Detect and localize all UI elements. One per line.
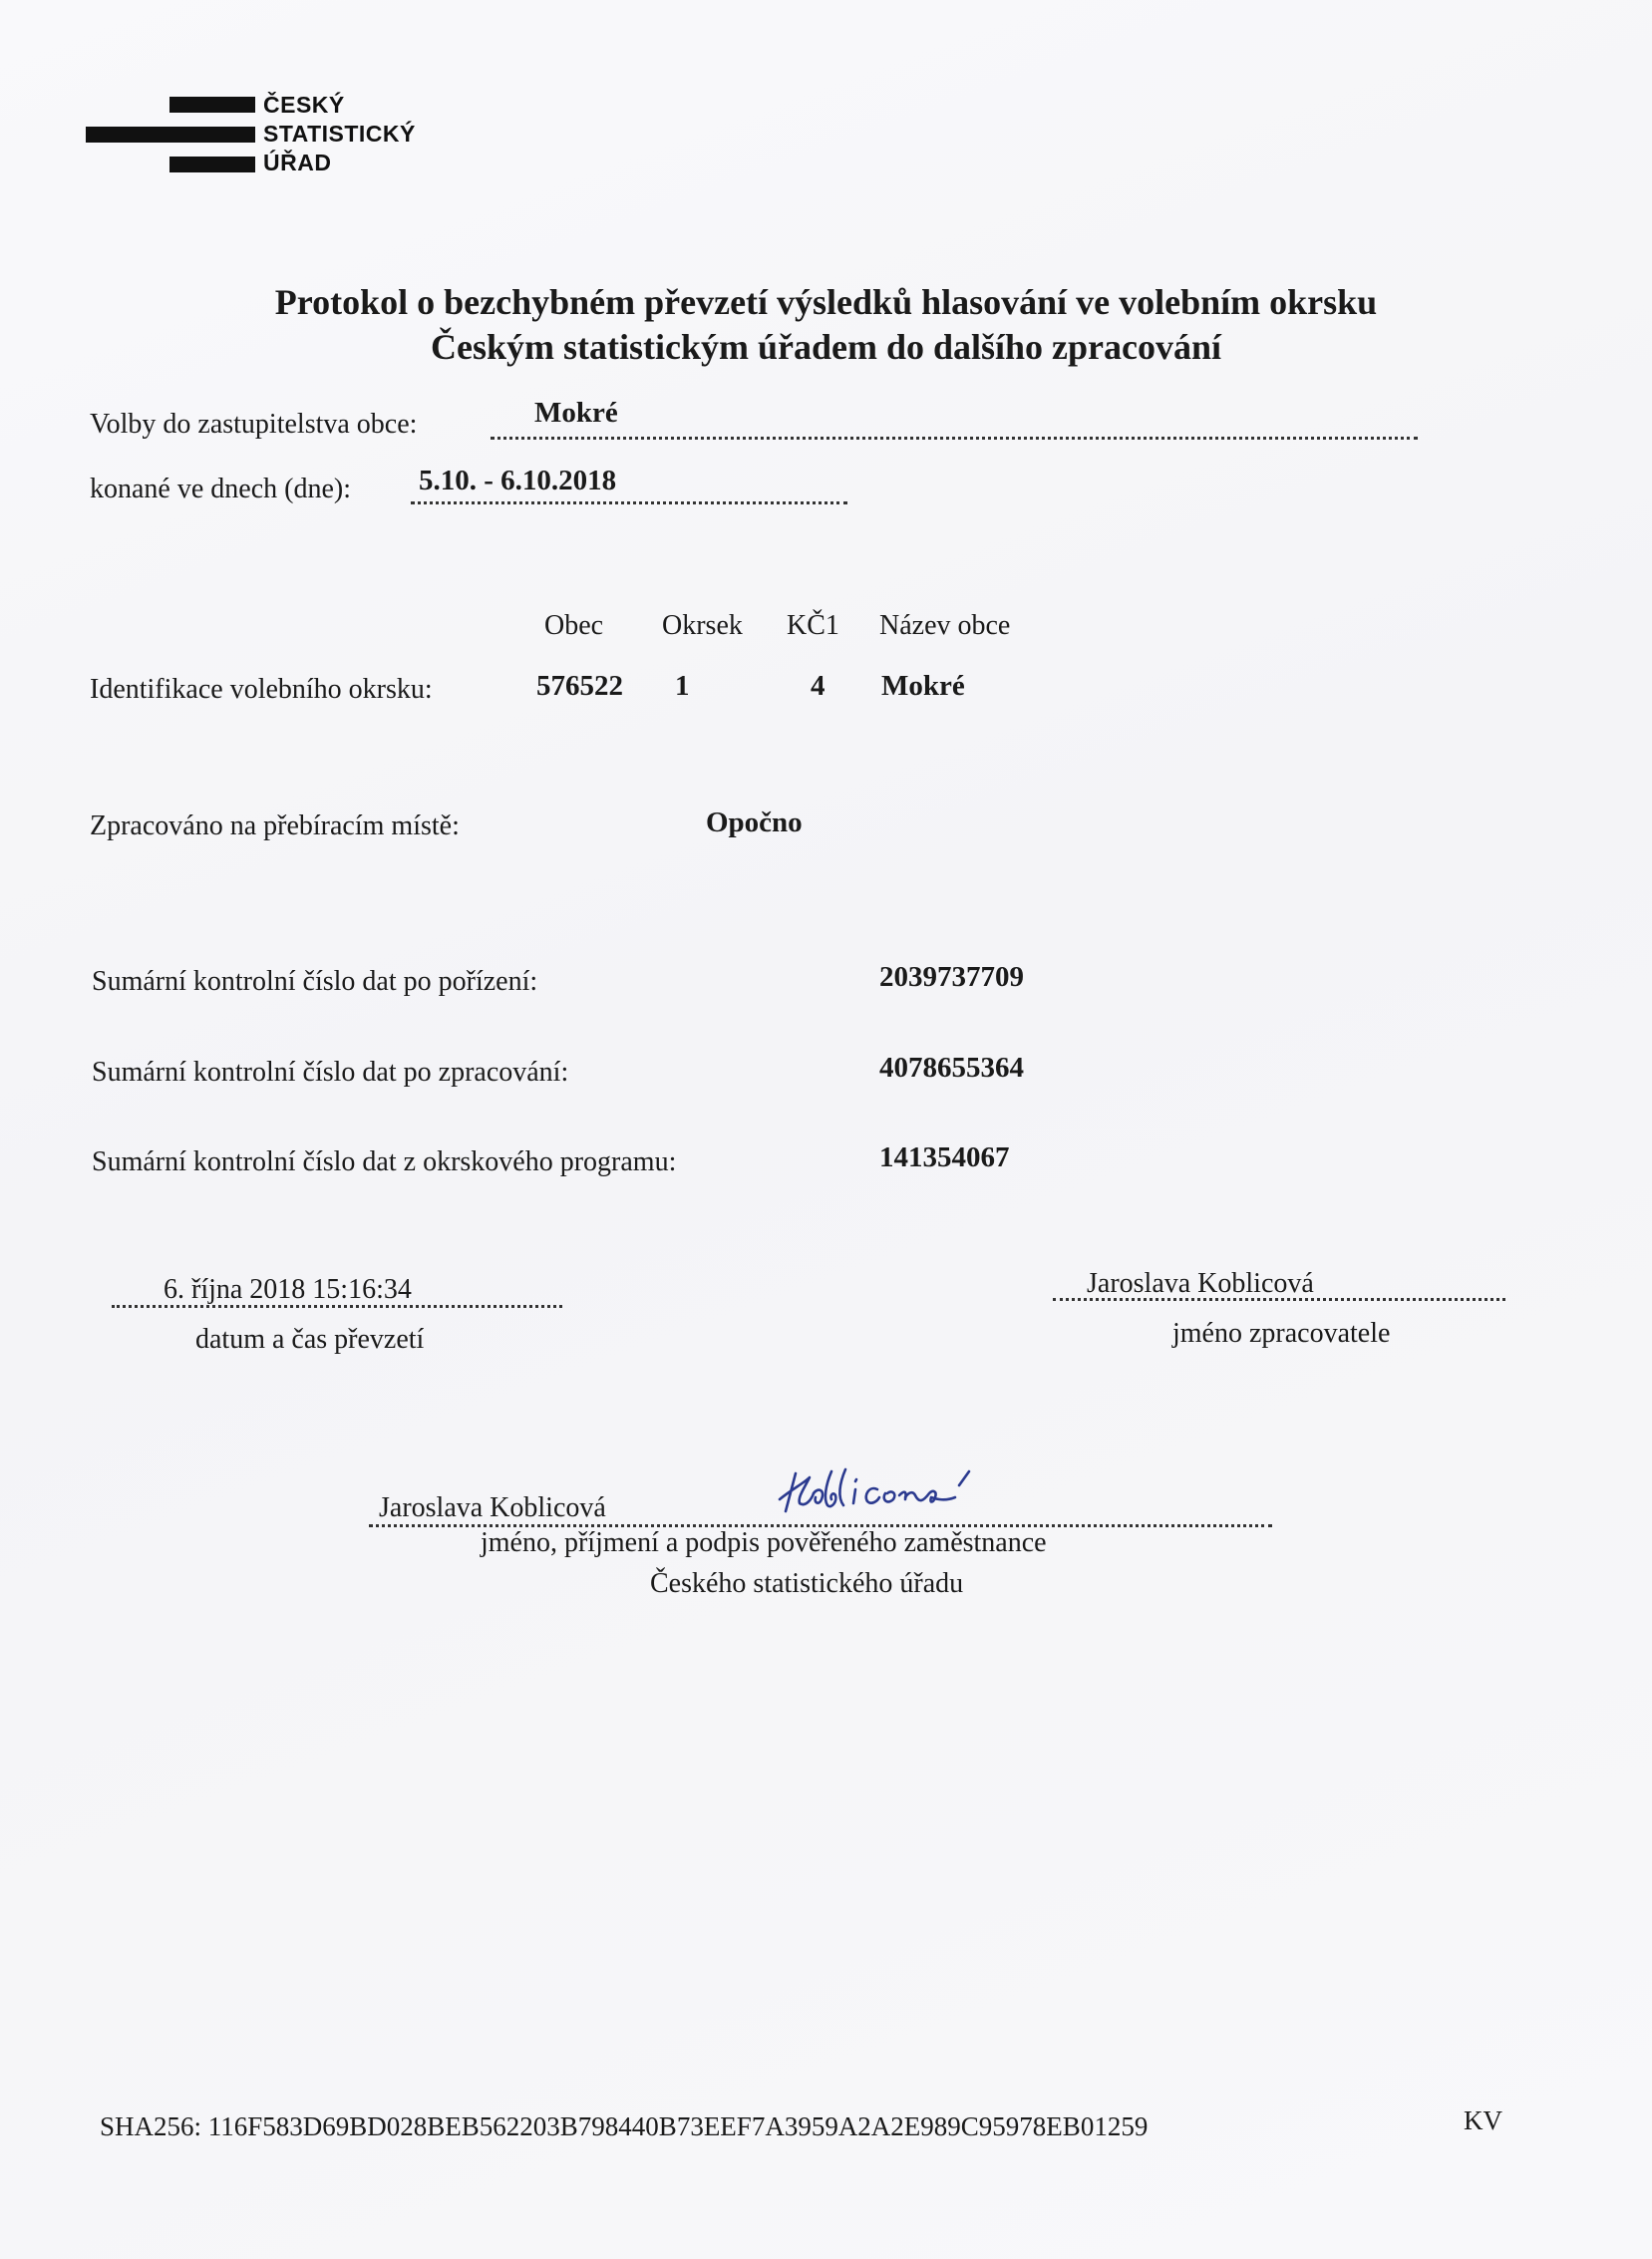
logo-text-line1: ČESKÝ <box>263 92 345 118</box>
election-label: Volby do zastupitelstva obce: <box>90 409 418 440</box>
logo-bar-3 <box>169 157 255 172</box>
header-okrsek: Okrsek <box>662 610 743 641</box>
election-dotted-line <box>491 437 1418 440</box>
identification-kc1: 4 <box>811 670 826 702</box>
signature-name: Jaroslava Koblicová <box>379 1492 606 1523</box>
header-obec: Obec <box>544 610 604 641</box>
checksum-label-3: Sumární kontrolní číslo dat z okrskového programu: <box>92 1146 677 1177</box>
identification-obec: 576522 <box>536 670 623 702</box>
logo-text-line3: ÚŘAD <box>263 150 332 175</box>
checksum-value-2: 4078655364 <box>879 1052 1024 1084</box>
logo-bar-1 <box>169 97 255 113</box>
processing-place-label: Zpracováno na přebíracím místě: <box>90 810 460 841</box>
receipt-processor: Jaroslava Koblicová <box>1087 1268 1314 1299</box>
processing-place-value: Opočno <box>706 807 803 838</box>
election-value: Mokré <box>534 397 618 429</box>
receipt-processor-caption: jméno zpracovatele <box>1172 1318 1391 1349</box>
identification-nazev: Mokré <box>881 670 965 702</box>
document-title-line1: Protokol o bezchybném převzetí výsledků hlasování ve volebním okrsku <box>274 282 1378 322</box>
signature-caption-line2: Českého statistického úřadu <box>650 1568 964 1599</box>
receipt-datetime: 6. října 2018 15:16:34 <box>164 1274 412 1305</box>
checksum-label-2: Sumární kontrolní číslo dat po zpracování: <box>92 1057 569 1088</box>
dates-value: 5.10. - 6.10.2018 <box>419 465 617 496</box>
header-kc1: KČ1 <box>787 610 839 641</box>
document-title-line2: Českým statistickým úřadem do dalšího zpracování <box>430 327 1222 367</box>
signature-caption-line1: jméno, příjmení a podpis pověřeného zaměstnance <box>481 1527 1047 1558</box>
initials: KV <box>1464 2105 1502 2135</box>
dates-label: konané ve dnech (dne): <box>90 474 351 504</box>
logo-text-line2: STATISTICKÝ <box>263 121 416 147</box>
identification-okrsek: 1 <box>675 670 690 702</box>
header-nazev-obce: Název obce <box>879 610 1011 641</box>
receipt-datetime-caption: datum a čas převzetí <box>195 1324 425 1355</box>
checksum-value-3: 141354067 <box>879 1141 1010 1173</box>
dates-dotted-line <box>411 501 847 504</box>
logo-bar-2 <box>86 127 255 143</box>
checksum-value-1: 2039737709 <box>879 961 1024 993</box>
sha256-hash: SHA256: 116F583D69BD028BEB562203B798440B73EEF7A3959A2A2E989C95978EB01259 <box>100 2111 1149 2141</box>
handwritten-signature <box>774 1459 1033 1529</box>
identification-label: Identifikace volebního okrsku: <box>90 674 433 705</box>
checksum-label-1: Sumární kontrolní číslo dat po pořízení: <box>92 966 538 997</box>
